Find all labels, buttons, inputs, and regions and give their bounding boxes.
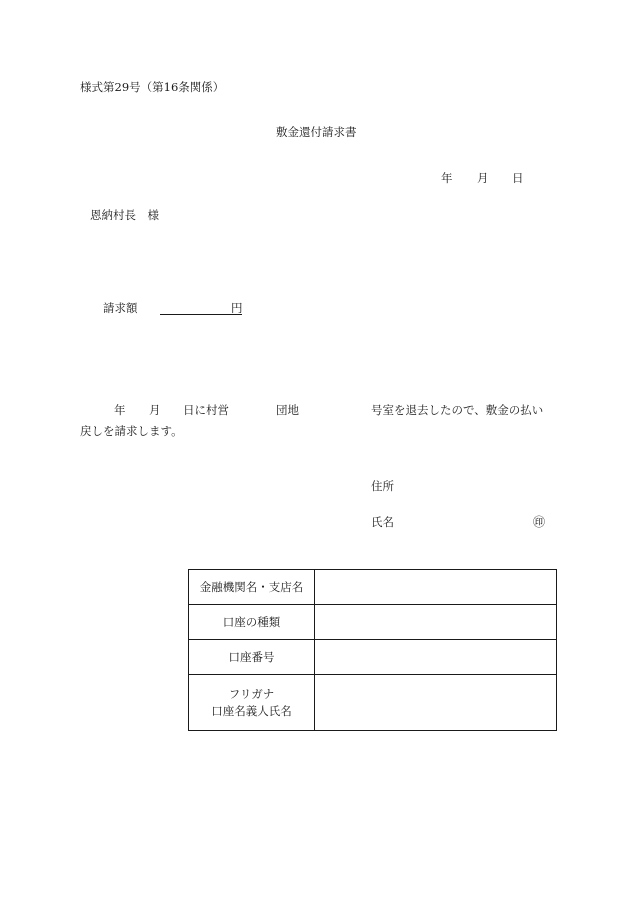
account-holder-field[interactable] xyxy=(315,675,557,731)
account-holder-label xyxy=(189,675,315,731)
statement-line2: 戻しを請求します。 xyxy=(80,424,183,438)
account-type-field[interactable] xyxy=(315,605,557,640)
seal-icon: ㊞ xyxy=(533,515,546,529)
bank-name-label: 金融機関名・支店名 xyxy=(189,570,315,605)
account-number-field[interactable] xyxy=(315,640,557,675)
statement-complex: 団地 xyxy=(276,403,299,417)
date-month-label: 月 xyxy=(477,171,489,185)
statement-year: 年 xyxy=(114,403,126,417)
amount-field-line xyxy=(160,313,242,315)
bank-name-field[interactable] xyxy=(315,570,557,605)
address-label: 住所 xyxy=(371,479,394,493)
document-title: 敷金還付請求書 xyxy=(276,125,357,139)
furigana-label: フリガナ xyxy=(228,686,275,701)
amount-unit: 円 xyxy=(231,301,243,315)
account-type-label: 口座の種類 xyxy=(189,605,315,640)
table-row xyxy=(189,570,557,605)
account-holder-name-label: 口座名義人氏名 xyxy=(211,703,292,718)
amount-label: 請求額 xyxy=(103,301,138,315)
form-number: 様式第29号（第16条関係） xyxy=(80,80,225,94)
date-year-label: 年 xyxy=(441,171,453,185)
account-number-label: 口座番号 xyxy=(189,640,315,675)
statement-room-text: 号室を退去したので、敷金の払い xyxy=(371,403,544,417)
date-day-label: 日 xyxy=(512,171,524,185)
statement-month: 月 xyxy=(149,403,161,417)
table-row xyxy=(189,640,557,675)
statement-village-housing: 日に村営 xyxy=(183,403,229,417)
table-row xyxy=(189,675,557,731)
table-row xyxy=(189,605,557,640)
addressee: 恩納村長 様 xyxy=(90,208,159,222)
bank-account-table xyxy=(188,569,557,731)
name-label: 氏名 xyxy=(371,515,394,529)
